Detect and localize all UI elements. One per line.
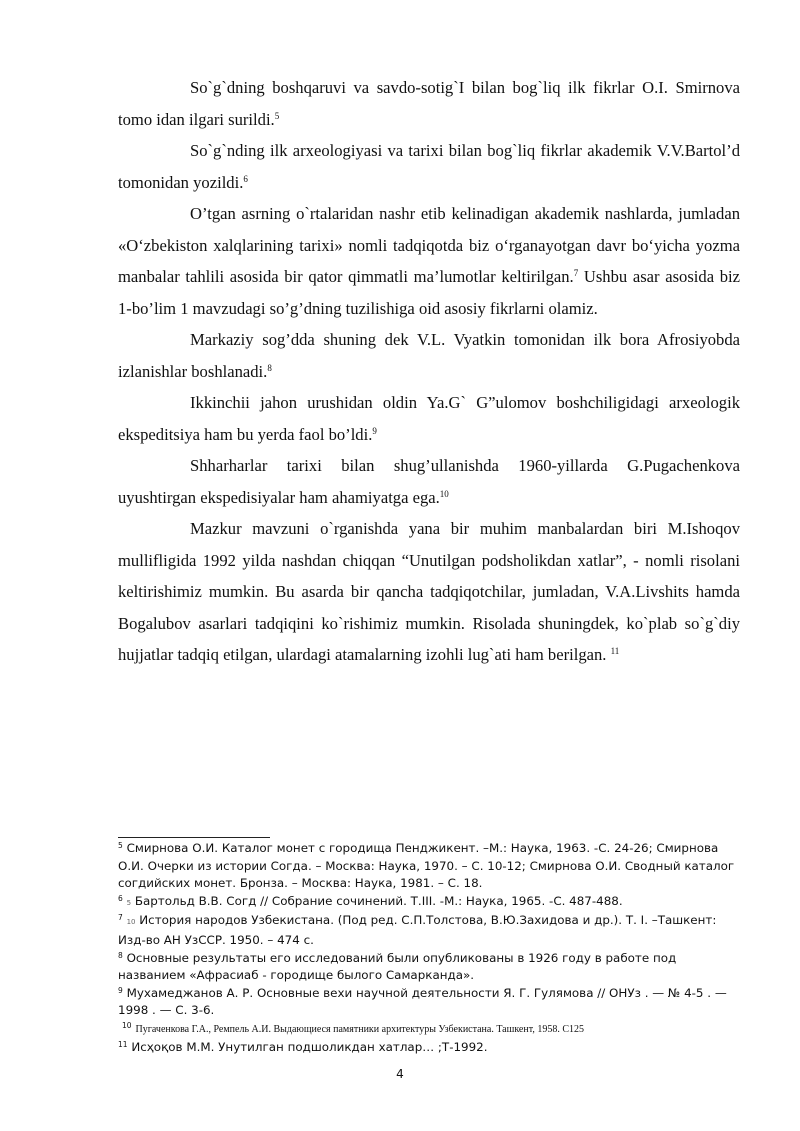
paragraph: O’tgan asrning o`rtalaridan nashr etib kelinadigan akademik nashlarda, jumladan «O‘zbekiston xalqlarining tarixi» nomli tadqiqotda biz o‘rganayotgan davr bo‘yicha yozma manbalar tahlili asosida bir qator qimmatli ma’lumotlar keltirilgan.$^7$ Ushbu asar asosida biz 1-bo’lim 1 mavzudagi so’g’dning tuzilishiga oid asosiy fikrlarni olamiz. xyxy=(118,204,740,318)
footnote-extra-mark: 5 xyxy=(126,898,132,907)
page-number: 4 xyxy=(396,1067,404,1081)
footnote-mark: 5 xyxy=(118,841,123,850)
body-text xyxy=(118,72,740,671)
footnote-mark: 10 xyxy=(122,1020,132,1030)
footnote-ref[interactable]: 10 xyxy=(439,488,449,499)
footnote: $^9$ Мухамеджанов А. Р. Основные вехи научной деятельности Я. Г. Гулямова // ОНУз . — № 4-5 . — 1998 . — С. 3-6. xyxy=(118,985,727,1018)
footnote-mark: 7 xyxy=(118,913,123,923)
footnote-mark: 8 xyxy=(118,950,123,960)
footnote-ref[interactable]: 5 xyxy=(274,110,280,121)
footnote-mark: 9 xyxy=(118,985,123,995)
footnote-mark: 6 xyxy=(118,893,123,903)
footnotes xyxy=(118,840,742,1056)
footnote-ref[interactable]: 6 xyxy=(243,173,248,184)
footnote-ref[interactable]: 7 xyxy=(573,268,579,278)
paragraph: So`g`dning boshqaruvi va savdo-sotig`I bilan bog`liq ilk fikrlar O.I. Smirnova tomo idan ilgari surildi.$^5$ xyxy=(118,78,740,129)
paragraph: Ikkinchii jahon urushidan oldin Ya.G` G”ulomov boshchiligidagi arxeologik ekspeditsiya ham bu yerda faol bo’ldi.$^9$ xyxy=(118,393,740,444)
footnote-mark: 11 xyxy=(118,1039,128,1049)
paragraph: Markaziy sog’dda shuning dek V.L. Vyatkin tomonidan ilk bora Afrosiyobda izlanishlar boshlanadi.$^8$ xyxy=(118,330,740,381)
paragraph: Mazkur mavzuni o`rganishda yana bir muhim manbalardan biri M.Ishoqov mullifligida 1992 yilda nashdan chiqqan “Unutilgan podsholikdan xatlar”, - nomli risolani keltirishimiz mumkin. Bu asarda bir qancha tadqiqotchilar, jumladan, V.A.Livshits hamda Bogalubov asarlari tadqiqini ko`rishimiz mumkin. Risolada shuningdek, ko`plab so`g`diy hujjatlar tadqiq etilgan, ulardagi atamalarning izohli lug`ati ham berilgan. $^{11}$ xyxy=(118,519,740,664)
footnote: $^8$ Основные результаты его исследований были опубликованы в 1926 году в работе под названием «Афрасиаб - городище былого Самарканда». xyxy=(118,950,677,983)
footnote-ref[interactable]: 9 xyxy=(372,425,377,436)
footnote-extra-mark: 10 xyxy=(126,918,136,927)
footnote: $^{11}$ Исҳоқов М.М. Унутилган подшоликдан хатлар… ;Т-1992. xyxy=(118,1039,488,1054)
footnote: $^7$ 10 История народов Узбекистана. (Под ред. С.П.Толстова, В.Ю.Захидова и др.). Т. I. –Ташкент: Изд-во АН УзССР. 1950. – 474 с. xyxy=(118,913,717,947)
footnote-separator xyxy=(118,837,270,838)
footnote-ref[interactable]: 11 xyxy=(610,646,620,656)
footnote-ref[interactable]: 8 xyxy=(267,362,272,373)
paragraph: So`g`nding ilk arxeologiyasi va tarixi bilan bog`liq fikrlar akademik V.V.Bartol’d tomonidan yozildi.$^6$ xyxy=(118,141,740,192)
paragraph: Shharharlar tarixi bilan shug’ullanishda 1960-yillarda G.Pugachenkova uyushtirgan ekspedisiyalar ham ahamiyatga ega.$^{10}$ xyxy=(118,456,740,507)
footnote: $^{10}$ Пугаченкова Г.А., Ремпель А.И. Выдающиеся памятники архитектуры Узбекистана. Ташкент, 1958. С125 xyxy=(122,1020,585,1035)
footnote: $^6$ 5 Бартольд В.В. Согд // Собрание сочинений. Т.III. -М.: Наука, 1965. -С. 487-488. xyxy=(118,893,623,908)
footnote: $^5$ Смирнова О.И. Каталог монет с городища Пенджикент. –М.: Наука, 1963. -С. 24-26; Смирнова О.И. Очерки из истории Согда. – Москва: Наука, 1970. – С. 10-12; Смирнова О.И. Сводный каталог согдийских монет. Бронза. – Москва: Наука, 1981. – С. 18. xyxy=(118,841,735,891)
